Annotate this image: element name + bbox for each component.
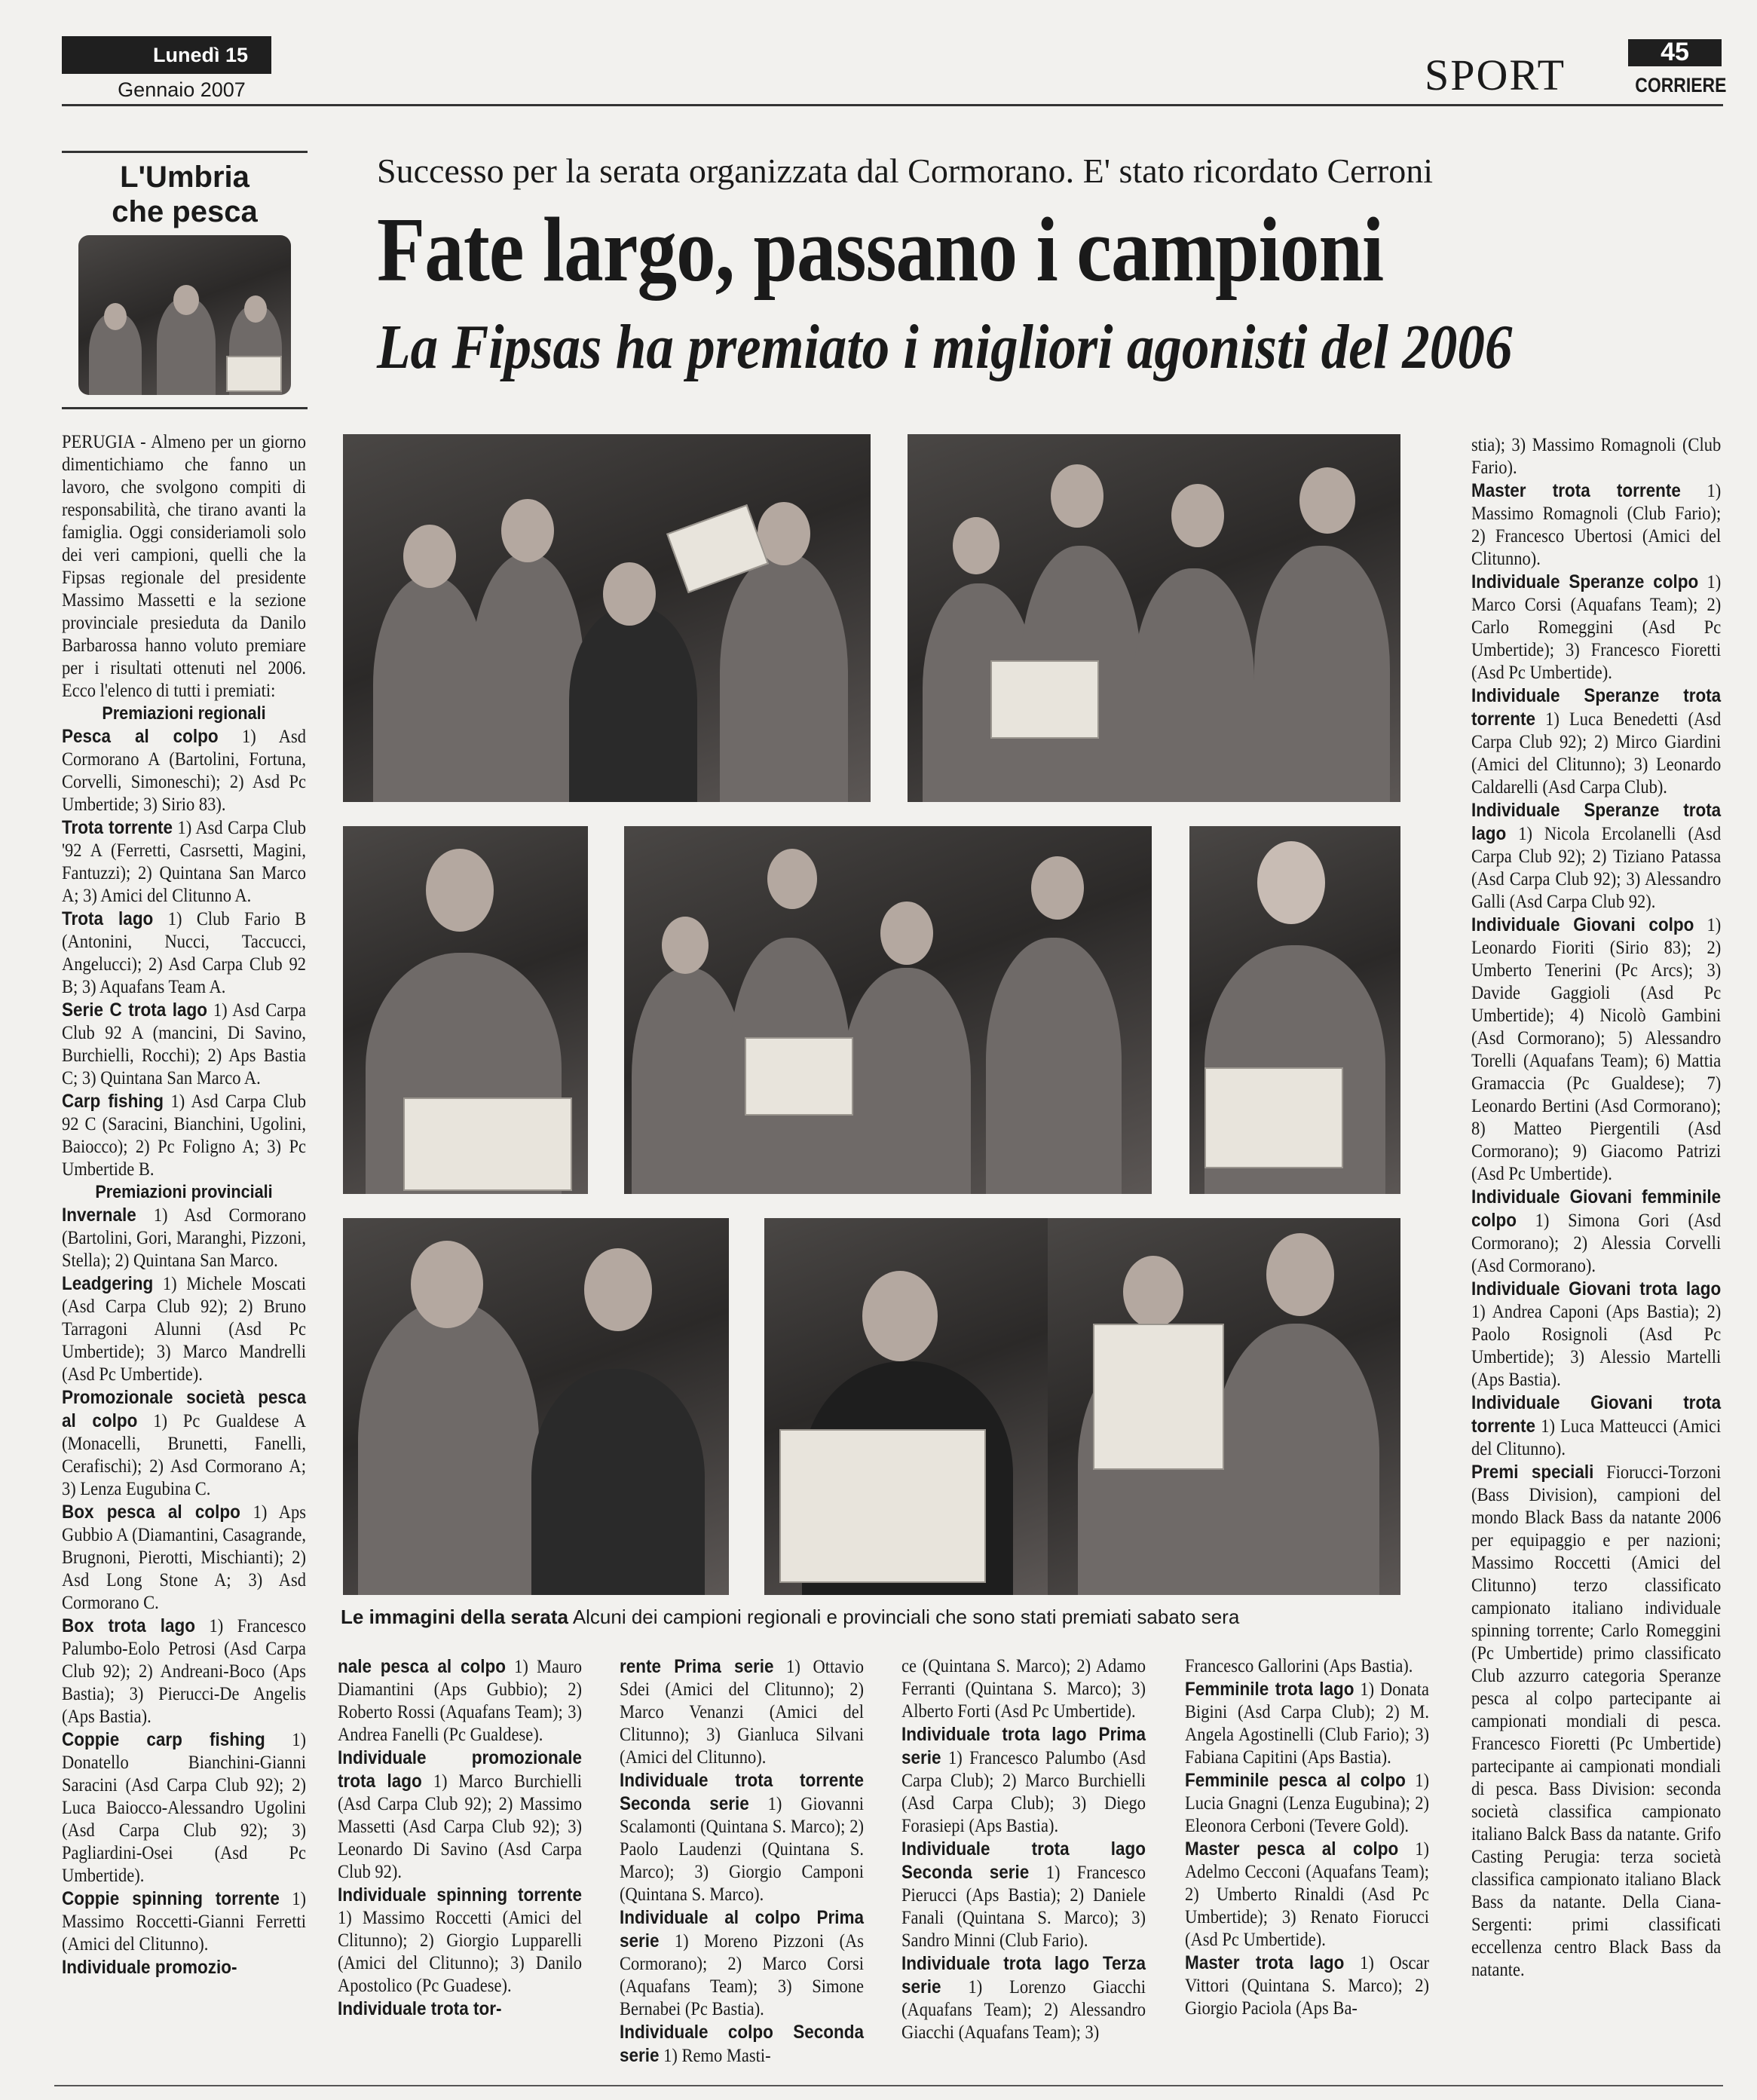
- subheading-regional: Premiazioni regionali: [102, 703, 266, 724]
- photo-caption: [341, 1606, 1396, 1629]
- award-winners: 1) Nicola Ercolanelli (Asd Carpa Club 92); 2) Tiziano Patassa (Asd Carpa Club 92); 3) Alessandro Galli (Asd Carpa Club 92).: [1471, 824, 1722, 912]
- award-entry: [901, 1655, 1146, 1723]
- award-category: Individuale spinning torrente: [338, 1884, 582, 1906]
- award-entry: [1185, 1769, 1429, 1838]
- award-entry: [62, 1615, 306, 1728]
- award-category: nale pesca al colpo: [338, 1656, 506, 1677]
- award-winners: 1) Ottavio Sdei (Amici del Clitunno); 2) Marco Venanzi (Amici del Clitunno); 3) Gianluca Silvani (Amici del Clitunno).: [620, 1657, 864, 1768]
- award-entry: [901, 1723, 1146, 1838]
- award-category: Master pesca al colpo: [1185, 1838, 1399, 1860]
- award-entry: [1471, 1461, 1721, 1982]
- photo-6: [343, 1218, 729, 1595]
- award-category: Individuale colpo Seconda serie: [620, 2022, 864, 2066]
- award-winners: Fiorucci-Torzoni (Bass Division), campioni del mondo Black Bass da natante 2006 per equipaggio e per nazioni; Massimo Roccetti (Amici del Clitunno) terzo classificato campionato italiano individuale spinning torrente; Carlo Romeggini (Pc Umbertide) primo classificato Club azzurro categoria Speranze pesca al colpo partecipante ai campionati mondiali di pesca. Francesco Fioretti (Pc Umbertide) partecipante ai campionati mondiali di pesca. Bass Division: seconda società classifica campionato italiano Balck Bass da natante. Grifo Casting Perugia: terza società classifica campionato italiano Black Bass da natante. Della Ciana-Sergenti: primi classificati eccellenza centro Black Bass da natante.: [1471, 1462, 1722, 1980]
- award-winners: 1) Leonardo Fioriti (Sirio 83); 2) Umberto Tenerini (Pc Arcs); 3) Davide Gaggioli (Asd Pc Umbertide); 4) Nicolò Gambini (Asd Cormorano); 5) Alessandro Torelli (Aquafans Team); 6) Mattia Gramaccia (Pc Gualdese); 7) Leonardo Bertini (Asd Cormorano); 8) Matteo Piergentili (Asd Cormorano); 9) Giacomo Patrizi (Asd Pc Umbertide).: [1471, 915, 1722, 1184]
- award-winners: 1) Giovanni Scalamonti (Quintana S. Marco); 2) Paolo Laudenzi (Quintana S. Marco); 3) Giorgio Camponi (Quintana S. Marco).: [620, 1794, 865, 1905]
- award-entry: [1185, 1678, 1429, 1769]
- award-category: Master trota lago: [1185, 1952, 1345, 1973]
- award-category: Individuale trota tor-: [338, 1998, 502, 2019]
- award-winners: 1) Francesco Palumbo-Eolo Petrosi (Asd Carpa Club 92); 2) Andreani-Boco (Aps Bastia); 3) Pierucci-De Angelis (Aps Bastia).: [62, 1616, 306, 1727]
- award-category: Femminile trota lago: [1185, 1679, 1354, 1700]
- caption-label: Le immagini della serata: [341, 1606, 569, 1628]
- award-category: Pesca al colpo: [62, 726, 219, 747]
- newspaper-name: CORRIERE: [1635, 74, 1727, 96]
- award-winners: 1) Marco Corsi (Aquafans Team); 2) Carlo Romeggini (Asd Pc Umbertide); 3) Francesco Fioretti (Asd Pc Umbertide).: [1471, 572, 1722, 683]
- section-title: SPORT: [1425, 51, 1566, 99]
- award-winners: 1) Francesco Palumbo (Asd Carpa Club); 2) Marco Burchielli (Asd Carpa Club); 3) Diego Forasiepi (Aps Bastia).: [901, 1748, 1146, 1836]
- award-winners: 1) Donatello Bianchini-Gianni Saracini (Asd Carpa Club 92); 2) Luca Baiocco-Alessandro Ugolini (Asd Carpa Club 92); 3) Pagliardini-Osei (Asd Pc Umbertide).: [62, 1730, 306, 1886]
- award-winners: ce (Quintana S. Marco); 2) Adamo Ferranti (Quintana S. Marco); 3) Alberto Forti (Asd Pc Umbertide).: [901, 1656, 1146, 1722]
- award-entry: [1471, 914, 1721, 1186]
- award-category: Individuale al colpo Prima serie: [620, 1907, 864, 1952]
- article-headline: Fate largo, passano i campioni: [377, 199, 1384, 301]
- award-entry: [62, 1204, 306, 1272]
- award-winners: 1) Lucia Gnagni (Lenza Eugubina); 2) Eleonora Cerboni (Tevere Gold).: [1185, 1771, 1429, 1836]
- award-entry: [62, 1728, 306, 1887]
- article-subhead: La Fipsas ha premiato i migliori agonisti del 2006: [377, 312, 1513, 382]
- award-entry: [901, 1952, 1146, 2044]
- award-category: Coppie spinning torrente: [62, 1888, 280, 1909]
- photo-5: [1189, 826, 1400, 1194]
- issue-month: Gennaio 2007: [118, 78, 246, 101]
- award-category: Box pesca al colpo: [62, 1502, 240, 1523]
- award-category: Premi speciali: [1471, 1462, 1594, 1483]
- photo-7: [764, 1218, 1049, 1595]
- award-entry: [620, 2021, 864, 2068]
- column-6: [1471, 434, 1721, 1982]
- photo-3: [343, 826, 588, 1194]
- award-entry: [1185, 1952, 1429, 2020]
- award-winners: 1) Asd Carpa Club '92 A (Ferretti, Casrsetti, Magini, Fantuzzi); 2) Quintana San Marco A; 3) Amici del Clitunno A.: [62, 818, 307, 906]
- award-entry: [1471, 1186, 1721, 1278]
- award-winners: 1) Moreno Pizzoni (As Cormorano); 2) Marco Corsi (Aquafans Team); 3) Simone Bernabei (Pc Bastia).: [620, 1931, 864, 2019]
- award-winners: 1) Asd Carpa Club 92 A (mancini, Di Savino, Burchielli, Rocchi); 2) Aps Bastia C; 3) Quintana San Marco A.: [62, 1000, 307, 1088]
- award-entry: [338, 1884, 582, 1997]
- award-entry: [62, 1956, 306, 1979]
- award-category: Individuale promozionale trota lago: [338, 1747, 582, 1792]
- award-entry: [1471, 434, 1721, 479]
- award-category: rente Prima serie: [620, 1656, 774, 1677]
- award-winners: 1) Donata Bigini (Asd Carpa Club); 2) M. Angela Agostinelli (Club Fario); 3) Fabiana Capitini (Aps Bastia).: [1185, 1679, 1429, 1768]
- award-entry: [1471, 571, 1721, 684]
- award-winners: 1) Pc Gualdese A (Monacelli, Brunetti, Fanelli, Cerafischi); 2) Asd Cormorano A; 3) Lenza Eugubina C.: [62, 1411, 306, 1499]
- award-winners: 1) Luca Matteucci (Amici del Clitunno).: [1471, 1416, 1722, 1459]
- award-winners: 1) Lorenzo Giacchi (Aquafans Team); 2) Alessandro Giacchi (Aquafans Team); 3): [901, 1977, 1146, 2043]
- column-2: [338, 1655, 582, 2021]
- award-entry: [62, 908, 306, 999]
- rubric-rule-bottom: [62, 407, 308, 409]
- award-category: Trota torrente: [62, 817, 173, 838]
- award-category: Individuale Speranze colpo: [1471, 571, 1699, 592]
- award-entry: [1185, 1838, 1429, 1952]
- award-winners: 1) Oscar Vittori (Quintana S. Marco); 2) Giorgio Paciola (Aps Ba-: [1185, 1953, 1429, 2019]
- award-entry: [338, 1746, 582, 1884]
- award-winners: 1) Marco Burchielli (Asd Carpa Club 92); 2) Massimo Massetti (Asd Carpa Club 92); 3) Leonardo Di Savino (Asd Carpa Club 92).: [338, 1771, 582, 1882]
- award-winners: 1) Asd Cormorano A (Bartolini, Fortuna, Corvelli, Simoneschi); 2) Asd Pc Umbertide; 3) Sirio 83).: [62, 727, 306, 815]
- award-entry: [62, 1090, 306, 1181]
- column-3: [620, 1655, 864, 2068]
- photo-4: [624, 826, 1152, 1194]
- award-winners: 1) Asd Cormorano (Bartolini, Gori, Maranghi, Pizzoni, Stella); 2) Quintana San Marco.: [62, 1205, 306, 1271]
- award-category: Individuale trota torrente Seconda serie: [620, 1770, 864, 1814]
- page-number: 45: [1661, 38, 1689, 66]
- award-category: Individuale trota lago Seconda serie: [901, 1838, 1146, 1883]
- column-4: [901, 1655, 1146, 2044]
- award-winners: 1) Andrea Caponi (Aps Bastia); 2) Paolo Rosignoli (Asd Pc Umbertide); 3) Alessio Martelli (Aps Bastia).: [1471, 1302, 1722, 1390]
- award-entry: [1471, 1278, 1721, 1391]
- award-entry: [620, 1769, 864, 1906]
- award-winners: 1) Remo Masti-: [659, 2046, 771, 2066]
- masthead-rule: [62, 104, 1723, 106]
- award-winners: 1) Massimo Roccetti (Amici del Clitunno); 2) Giorgio Lupparelli (Amici del Clitunno); 3) Danilo Apostolico (Pc Guadese).: [338, 1908, 582, 1996]
- award-winners: 1) Mauro Diamantini (Aps Gubbio); 2) Roberto Rossi (Aquafans Team); 3) Andrea Fanelli (Pc Gualdese).: [338, 1657, 582, 1745]
- bottom-rule: [54, 2085, 1723, 2086]
- award-entry: [1471, 479, 1721, 571]
- caption-text: Alcuni dei campioni regionali e provinciali che sono stati premiati sabato sera: [572, 1606, 1240, 1628]
- column-5: [1185, 1655, 1429, 2020]
- award-winners: 1) Aps Gubbio A (Diamantini, Casagrande, Brugnoni, Pierotti, Mischianti); 2) Asd Long Stone A; 3) Asd Cormorano C.: [62, 1502, 306, 1613]
- award-category: Individuale Speranze trota torrente: [1471, 685, 1722, 730]
- award-winners: 1) Asd Carpa Club 92 C (Saracini, Bianchini, Ugolini, Baiocco); 2) Pc Foligno A; 3) Pc Umbertide B.: [62, 1091, 306, 1180]
- award-category: Individuale trota lago Terza serie: [901, 1953, 1146, 1997]
- issue-day: Lunedì 15: [152, 44, 249, 66]
- award-entry: [1471, 799, 1721, 914]
- award-category: Individuale Giovani trota torrente: [1471, 1392, 1722, 1437]
- award-winners: 1) Adelmo Cecconi (Aquafans Team); 2) Umberto Rinaldi (Asd Pc Umbertide); 3) Renato Fiorucci (Asd Pc Umbertide).: [1185, 1839, 1430, 1950]
- award-category: Invernale: [62, 1205, 136, 1226]
- award-entry: [338, 1655, 582, 1746]
- award-entry: [62, 1386, 306, 1501]
- award-category: Individuale promozio-: [62, 1957, 237, 1978]
- article-kicker: Successo per la serata organizzata dal Cormorano. E' stato ricordato Cerroni: [377, 152, 1433, 190]
- award-winners: 1) Luca Benedetti (Asd Carpa Club 92); 2) Mirco Giardini (Amici del Clitunno); 3) Leonardo Caldarelli (Asd Carpa Club).: [1471, 709, 1722, 797]
- award-category: Individuale Giovani trota lago: [1471, 1278, 1722, 1299]
- photo-8: [1048, 1218, 1400, 1595]
- award-entry: [62, 1501, 306, 1615]
- award-entry: [1471, 684, 1721, 799]
- award-category: Master trota torrente: [1471, 480, 1681, 501]
- award-category: Coppie carp fishing: [62, 1729, 265, 1750]
- award-entry: [62, 725, 306, 816]
- award-category: Femminile pesca al colpo: [1185, 1770, 1406, 1791]
- award-entry: [62, 999, 306, 1090]
- rubric-line-1: L'Umbria: [120, 161, 249, 194]
- rubric-rule-top: [62, 151, 308, 153]
- award-entry: [620, 1655, 864, 1769]
- award-winners: 1) Michele Moscati (Asd Carpa Club 92); 2) Bruno Tarragoni Alunni (Asd Pc Umbertide); 3) Marco Mandrelli (Asd Pc Umbertide).: [62, 1274, 306, 1385]
- award-category: Carp fishing: [62, 1091, 164, 1112]
- rubric-photo: [78, 235, 291, 395]
- subheading-provincial: Premiazioni provinciali: [95, 1182, 273, 1202]
- award-category: Individuale Giovani femminile colpo: [1471, 1186, 1722, 1231]
- award-category: Individuale Speranze trota lago: [1471, 800, 1722, 844]
- award-winners: Francesco Gallorini (Aps Bastia).: [1185, 1656, 1413, 1676]
- column-1: [62, 431, 306, 1979]
- award-winners: 1) Massimo Romagnoli (Club Fario); 2) Francesco Ubertosi (Amici del Clitunno).: [1471, 481, 1722, 569]
- award-entry: [1185, 1655, 1429, 1678]
- photo-2: [908, 434, 1400, 802]
- award-winners: 1) Massimo Roccetti-Gianni Ferretti (Amici del Clitunno).: [62, 1889, 307, 1955]
- award-entry: [620, 1906, 864, 2021]
- award-entry: [901, 1838, 1146, 1952]
- photo-1: [343, 434, 871, 802]
- rubric-line-2: che pesca: [112, 195, 258, 228]
- award-category: Serie C trota lago: [62, 999, 207, 1021]
- award-category: Individuale Giovani colpo: [1471, 914, 1694, 935]
- award-category: Box trota lago: [62, 1615, 196, 1636]
- award-category: Individuale trota lago Prima serie: [901, 1724, 1146, 1768]
- award-winners: 1) Simona Gori (Asd Cormorano); 2) Alessia Corvelli (Asd Cormorano).: [1471, 1211, 1722, 1276]
- award-entry: [338, 1997, 582, 2021]
- award-category: Trota lago: [62, 908, 154, 929]
- article-intro: PERUGIA - Almeno per un giorno dimentichiamo che fanno un lavoro, che svolgono compiti di responsabilità, che tirano avanti la famiglia. Oggi consideriamoli solo dei veri campioni, quelli che la Fipsas regionale del presidente Massimo Massetti e la sezione provinciale presieduta da Danilo Barbarossa hanno voluto premiare per i risultati ottenuti nel 2006. Ecco l'elenco di tutti i premiati:: [62, 432, 306, 701]
- award-winners: 1) Club Fario B (Antonini, Nucci, Taccucci, Angelucci); 2) Asd Carpa Club 92 B; 3) Aquafans Team A.: [62, 909, 306, 997]
- award-category: Promozionale società pesca al colpo: [62, 1387, 306, 1431]
- award-winners: stia); 3) Massimo Romagnoli (Club Fario).: [1471, 435, 1722, 478]
- award-entry: [62, 816, 306, 908]
- award-entry: [62, 1272, 306, 1386]
- award-entry: [62, 1887, 306, 1956]
- award-winners: 1) Francesco Pierucci (Aps Bastia); 2) Daniele Fanali (Quintana S. Marco); 3) Sandro Minni (Club Fario).: [901, 1863, 1146, 1951]
- award-category: Leadgering: [62, 1273, 154, 1294]
- award-entry: [1471, 1391, 1721, 1461]
